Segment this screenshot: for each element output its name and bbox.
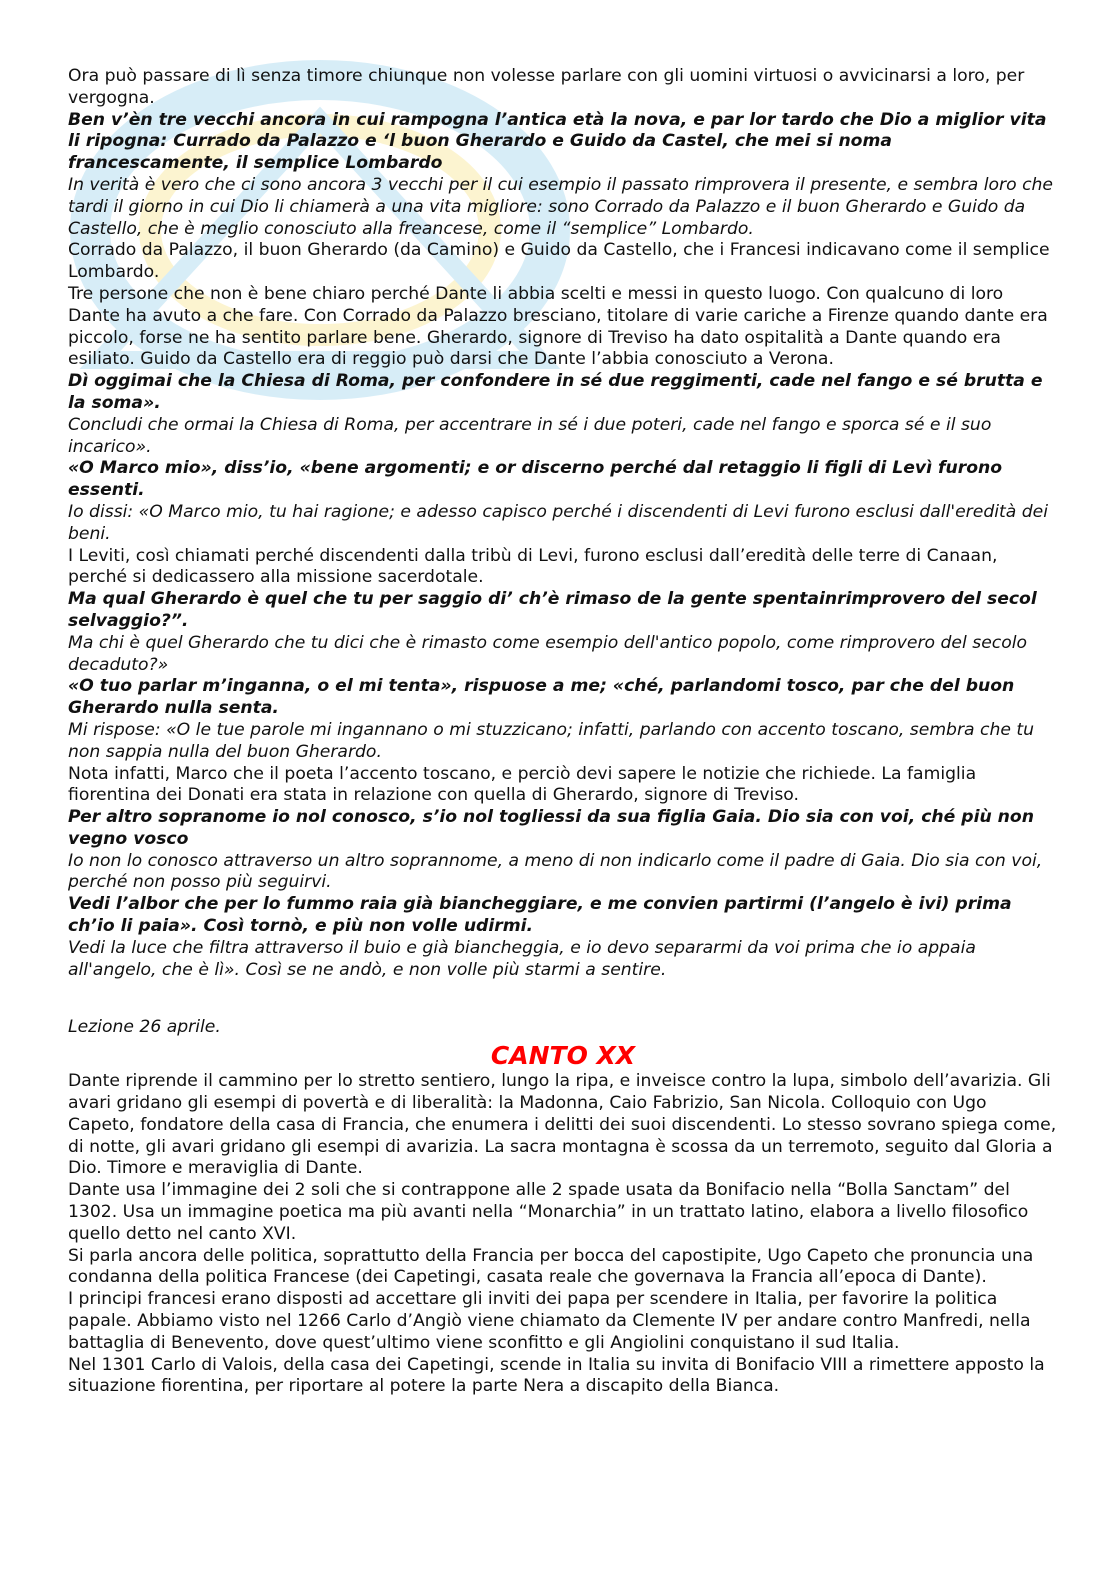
verse-7: «O Marco mio», diss’io, «bene argomenti; e or discerno perché dal retaggio li figli di Levì furono essenti.: [68, 458, 1003, 501]
paragraph-3: Corrado da Palazzo, il buon Gherardo (da Camino) e Guido da Castello, che i Francesi indicavano come il semplice Lombardo.: [68, 240, 1050, 283]
summary-paragraph-1: Dante usa l’immagine dei 2 soli che si contrappone alle 2 spade usata da Bonifacio nella “Bolla Sanctam” del 1302. Usa un immagine poetica ma più avanti nella “Monarchia” in un trattato latino, elabora a livello filosofico quello detto nel canto XVI.: [68, 1180, 1029, 1244]
paraphrase-6: Concludi che ormai la Chiesa di Roma, per accentrare in sé i due poteri, cade nel fango e sporca sé e il suo incarico».: [68, 414, 992, 457]
document-body: [68, 66, 1058, 1398]
spacer: [68, 981, 1058, 1017]
canto-title: CANTO XX: [490, 1041, 636, 1071]
paragraph-4: Tre persone che non è bene chiaro perché Dante li abbia scelti e messi in questo luogo. Con qualcuno di loro Dante ha avuto a che fare. Con Corrado da Palazzo bresciano, titolare di varie cariche a Firenze quando dante era piccolo, forse ne ha sentito parlare bene. Gherardo, signore di Treviso ha dato ospitalità a Dante quando era esiliato. Guido da Castello era di reggio può darsi che Dante l’abbia conosciuto a Verona.: [68, 283, 1048, 370]
paragraph-14: Nota infatti, Marco che il poeta l’accento toscano, e perciò devi sapere le notizie che richiede. La famiglia fiorentina dei Donati era stata in relazione con quella di Gherardo, signore di Treviso.: [68, 763, 977, 806]
paraphrase-11: Ma chi è quel Gherardo che tu dici che è rimasto come esempio dell'antico popolo, come rimprovero del secolo decaduto?»: [68, 632, 1028, 675]
paragraph-9: I Leviti, così chiamati perché discendenti dalla tribù di Levi, furono esclusi dall’eredità delle terre di Canaan, perché si dedicassero alla missione sacerdotale.: [68, 545, 998, 588]
summary-paragraph-4: Nel 1301 Carlo di Valois, della casa dei Capetingi, scende in Italia su invita di Bonifacio VIII a rimettere apposto la situazione fiorentina, per riportare al potere la parte Nera a discapito della Bianca.: [68, 1354, 1045, 1397]
summary-paragraph-3: I principi francesi erano disposti ad accettare gli inviti dei papa per scendere in Italia, per favorire la politica papale. Abbiamo visto nel 1266 Carlo d’Angiò viene chiamato da Clemente IV per andare contro Manfredi, nella battaglia di Benevento, dove quest’ultimo viene sconfitto e gli Angiolini conquistano il sud Italia.: [68, 1289, 1031, 1353]
verse-12: «O tuo parlar m’inganna, o el mi tenta», rispuose a me; «ché, parlandomi tosco, par che del buon Gherardo nulla senta.: [68, 676, 1015, 719]
verse-1: Ben v’èn tre vecchi ancora in cui rampogna l’antica età la nova, e par lor tardo che Dio a miglior vita li ripogna: Currado da Palazzo e ‘l buon Gherardo e Guido da Castel, che mei si noma francescamente, il semplice Lombardo: [68, 109, 1047, 174]
paraphrase-2: In verità è vero che ci sono ancora 3 vecchi per il cui esempio il passato rimprovera il presente, e sembra loro che tardi il giorno in cui Dio li chiamerà a una vita migliore: sono Corrado da Palazzo e il buon Gherardo e Guido da Castello, che è meglio conosciuto alla freancese, come il “semplice” Lombardo.: [68, 174, 1053, 239]
lesson-date: Lezione 26 aprile.: [68, 1017, 221, 1038]
verse-15: Per altro sopranome io nol conosco, s’io nol togliessi da sua figlia Gaia. Dio sia con voi, ché più non vegno vosco: [68, 807, 1034, 849]
verse-10: Ma qual Gherardo è quel che tu per saggio di’ ch’è rimaso de la gente spentainrimprovero del secol selvaggio?”.: [68, 589, 1037, 631]
verse-5: Dì oggimai che la Chiesa di Roma, per confondere in sé due reggimenti, cade nel fango e sé brutta e la soma».: [68, 371, 1043, 413]
summary-paragraph-2: Si parla ancora delle politica, soprattutto della Francia per bocca del capostipite, Ugo Capeto che pronuncia una condanna della politica Francese (dei Capetingi, casata reale che governava la Francia all’epoca di Dante).: [68, 1245, 1034, 1288]
paraphrase-16: Io non lo conosco attraverso un altro soprannome, a meno di non indicarlo come il padre di Gaia. Dio sia con voi, perché non posso più seguirvi.: [68, 850, 1043, 893]
paraphrase-13: Mi rispose: «O le tue parole mi ingannano o mi stuzzicano; infatti, parlando con accento toscano, sembra che tu non sappia nulla del buon Gherardo.: [68, 719, 1035, 762]
paraphrase-8: Io dissi: «O Marco mio, tu hai ragione; e adesso capisco perché i discendenti di Levi furono esclusi dall'eredità dei beni.: [68, 501, 1049, 544]
paragraph-0: Ora può passare di lì senza timore chiunque non volesse parlare con gli uomini virtuosi o avvicinarsi a loro, per vergogna.: [68, 66, 1025, 108]
paraphrase-18: Vedi la luce che filtra attraverso il buio e già biancheggia, e io devo separarmi da voi prima che io appaia all'angelo, che è lì». Così se ne andò, e non volle più starmi a sentire.: [68, 937, 976, 980]
summary-paragraph-0: Dante riprende il cammino per lo stretto sentiero, lungo la ripa, e inveisce contro la lupa, simbolo dell’avarizia. Gli avari gridano gli esempi di povertà e di liberalità: la Madonna, Caio Fabrizio, San Nicola. Colloquio con Ugo Capeto, fondatore della casa di Francia, che enumera i delitti dei suoi discendenti. Lo stesso sovrano spiega come, di notte, gli avari gridano gli esempi di avarizia. La sacra montagna è scossa da un terremoto, seguito dal Gloria a Dio. Timore e meraviglia di Dante.: [68, 1071, 1057, 1179]
verse-17: Vedi l’albor che per lo fummo raia già biancheggiare, e me convien partirmi (l’angelo è ivi) prima ch’io li paia». Così tornò, e più non volle udirmi.: [68, 894, 1012, 937]
